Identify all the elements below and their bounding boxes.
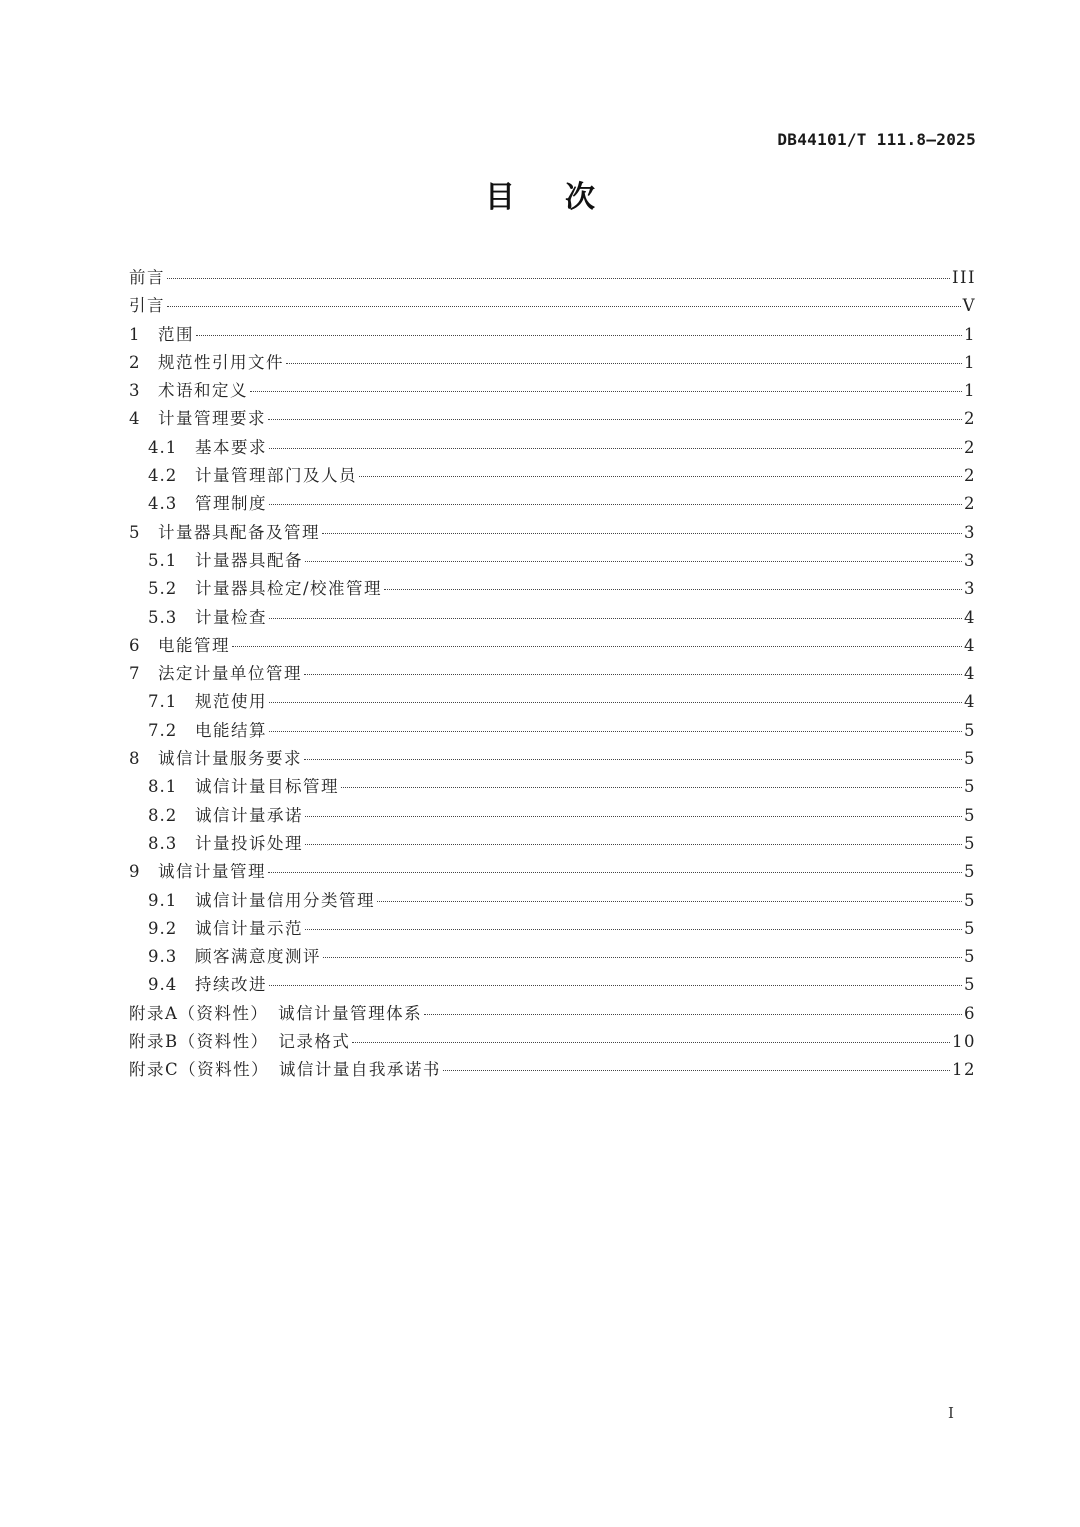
toc-entry-title: 计量管理要求: [158, 409, 266, 429]
toc-entry-title: 计量检查: [195, 607, 267, 627]
dot-leader: [305, 844, 962, 845]
toc-entry[interactable]: [129, 717, 976, 745]
dot-leader: [359, 476, 962, 477]
toc-entry-title: 前言: [129, 268, 165, 287]
toc-entry-page: 1: [964, 381, 976, 401]
toc-entry[interactable]: [129, 434, 976, 462]
toc-entry-title: 计量器具配备及管理: [158, 522, 320, 542]
toc-entry-title: 范围: [158, 324, 194, 344]
toc-entry-page: 2: [964, 437, 976, 457]
toc-entry-number: 8.2: [148, 805, 178, 825]
toc-entry-page: 4: [964, 635, 976, 655]
toc-entry-title: 计量器具检定/校准管理: [195, 579, 383, 599]
toc-entry-page: 4: [964, 607, 976, 627]
dot-leader: [305, 561, 962, 562]
dot-leader: [341, 787, 962, 788]
toc-entry-number: 4.1: [148, 437, 178, 457]
toc-entry-page: III: [951, 268, 976, 287]
toc-entry-title: 计量管理部门及人员: [195, 466, 357, 486]
toc-entry-page: 5: [964, 720, 976, 740]
dot-leader: [322, 533, 962, 534]
toc-entry[interactable]: [129, 688, 976, 716]
dot-leader: [269, 702, 962, 703]
dot-leader: [304, 674, 962, 675]
toc-entry-number: 8: [129, 749, 140, 769]
toc-entry-title: 计量器具配备: [195, 550, 303, 570]
toc-entry[interactable]: [129, 745, 976, 773]
toc-entry[interactable]: [129, 575, 976, 603]
dot-leader: [286, 363, 962, 364]
toc-entry[interactable]: [129, 547, 976, 575]
dot-leader: [167, 278, 950, 279]
toc-entry-page: 3: [964, 579, 976, 599]
dot-leader: [323, 957, 962, 958]
toc-entry-title: 诚信计量信用分类管理: [195, 890, 375, 910]
toc-entry-number: 5.3: [148, 607, 178, 627]
dot-leader: [269, 618, 962, 619]
toc-entry-page: 5: [964, 918, 976, 938]
toc-entry-title: 诚信计量目标管理: [195, 777, 339, 797]
toc-entry-number: 9.2: [148, 918, 178, 938]
toc-entry[interactable]: [129, 943, 976, 971]
dot-leader: [268, 419, 962, 420]
toc-entry[interactable]: [129, 887, 976, 915]
document-id: DB44101/T 111.8—2025: [777, 130, 976, 149]
toc-entry[interactable]: [129, 490, 976, 518]
toc-entry[interactable]: [129, 321, 976, 349]
page-number: I: [948, 1404, 954, 1422]
toc-entry[interactable]: [129, 292, 976, 320]
dot-leader: [305, 929, 962, 930]
toc-entry[interactable]: [129, 604, 976, 632]
toc-entry-title: 计量投诉处理: [195, 833, 303, 853]
toc-entry-number: 2: [129, 352, 140, 372]
toc-entry-number: 4: [129, 409, 140, 429]
toc-entry-number: 5.1: [148, 550, 178, 570]
toc-entry-page: 5: [964, 833, 976, 853]
toc-entry-title: 诚信计量承诺: [195, 805, 303, 825]
toc-entry-number: 9: [129, 862, 140, 882]
dot-leader: [304, 759, 962, 760]
toc-entry-title: 引言: [129, 296, 165, 316]
toc-entry-number: 9.1: [148, 890, 178, 910]
toc-entry[interactable]: [129, 915, 976, 943]
toc-entry[interactable]: [129, 349, 976, 377]
toc-entry-page: 4: [964, 692, 976, 712]
toc-entry-title: 基本要求: [195, 437, 267, 457]
dot-leader: [167, 306, 961, 307]
toc-entry-page: 1: [964, 352, 976, 372]
toc-entry-title: 规范性引用文件: [158, 352, 284, 372]
toc-entry-number: 3: [129, 381, 140, 401]
dot-leader: [269, 448, 962, 449]
toc-entry-number: 8.3: [148, 833, 178, 853]
toc-entry-number: 4.3: [148, 494, 178, 514]
toc-entry-page: 3: [964, 550, 976, 570]
toc-entry-title: 持续改进: [195, 975, 267, 995]
toc-entry[interactable]: [129, 1028, 976, 1056]
toc-entry[interactable]: [129, 519, 976, 547]
toc-entry[interactable]: [129, 830, 976, 858]
toc-entry-title: 附录B（资料性） 记录格式: [129, 1032, 351, 1052]
toc-entry-number: 5.2: [148, 579, 178, 599]
toc-entry[interactable]: [129, 660, 976, 688]
dot-leader: [268, 872, 962, 873]
dot-leader: [377, 901, 962, 902]
dot-leader: [250, 391, 962, 392]
toc-entry-page: V: [962, 296, 976, 316]
toc-entry-title: 附录C（资料性） 诚信计量自我承诺书: [129, 1060, 441, 1080]
toc-entry[interactable]: [129, 377, 976, 405]
toc-entry-page: 2: [964, 466, 976, 486]
toc-entry-page: 6: [964, 1003, 976, 1023]
toc-entry[interactable]: [129, 802, 976, 830]
toc-entry-number: 7.1: [148, 692, 178, 712]
toc-entry-number: 9.3: [148, 947, 178, 967]
toc-entry-title: 术语和定义: [158, 381, 248, 401]
toc-entry-number: 1: [129, 324, 140, 344]
dot-leader: [305, 816, 962, 817]
dot-leader: [269, 504, 962, 505]
dot-leader: [196, 335, 962, 336]
dot-leader: [443, 1070, 950, 1071]
toc-entry-page: 12: [952, 1060, 976, 1080]
toc-entry[interactable]: [129, 971, 976, 999]
toc-entry[interactable]: [129, 462, 976, 490]
toc-title: 目次: [485, 180, 645, 215]
toc-entry-title: 顾客满意度测评: [195, 947, 321, 967]
dot-leader: [384, 589, 962, 590]
toc-entry-title: 规范使用: [195, 692, 267, 712]
toc-entry-title: 法定计量单位管理: [158, 664, 302, 684]
dot-leader: [269, 731, 962, 732]
toc-entry-page: 10: [952, 1032, 976, 1052]
table-of-contents: [129, 264, 976, 1085]
toc-entry[interactable]: [129, 632, 976, 660]
toc-entry-number: 8.1: [148, 777, 178, 797]
toc-entry-page: 5: [964, 862, 976, 882]
dot-leader: [232, 646, 962, 647]
toc-entry-title: 诚信计量服务要求: [158, 749, 302, 769]
toc-entry[interactable]: [129, 1000, 976, 1028]
toc-entry-page: 5: [964, 777, 976, 797]
toc-entry-title: 诚信计量示范: [195, 918, 303, 938]
toc-entry-page: 2: [964, 494, 976, 514]
toc-entry-number: 7: [129, 664, 140, 684]
dot-leader: [352, 1042, 950, 1043]
toc-entry-page: 5: [964, 975, 976, 995]
toc-entry-page: 5: [964, 749, 976, 769]
dot-leader: [269, 985, 962, 986]
toc-entry-page: 1: [964, 324, 976, 344]
toc-entry-page: 5: [964, 805, 976, 825]
toc-entry-number: 7.2: [148, 720, 178, 740]
toc-entry[interactable]: [129, 1056, 976, 1084]
toc-entry-number: 6: [129, 635, 140, 655]
toc-entry-page: 3: [964, 522, 976, 542]
dot-leader: [424, 1014, 962, 1015]
toc-entry-title: 电能管理: [158, 635, 230, 655]
toc-entry-title: 管理制度: [195, 494, 267, 514]
toc-entry-number: 4.2: [148, 466, 178, 486]
toc-entry-page: 5: [964, 947, 976, 967]
toc-entry-page: 5: [964, 890, 976, 910]
toc-entry-page: 2: [964, 409, 976, 429]
toc-entry[interactable]: [129, 264, 976, 292]
toc-entry[interactable]: [129, 405, 976, 433]
toc-entry-page: 4: [964, 664, 976, 684]
toc-entry-number: 5: [129, 522, 140, 542]
toc-entry-number: 9.4: [148, 975, 178, 995]
toc-entry-title: 电能结算: [195, 720, 267, 740]
toc-entry-title: 诚信计量管理: [158, 862, 266, 882]
toc-entry[interactable]: [129, 858, 976, 886]
toc-entry-title: 附录A（资料性） 诚信计量管理体系: [129, 1003, 423, 1023]
toc-entry[interactable]: [129, 773, 976, 801]
